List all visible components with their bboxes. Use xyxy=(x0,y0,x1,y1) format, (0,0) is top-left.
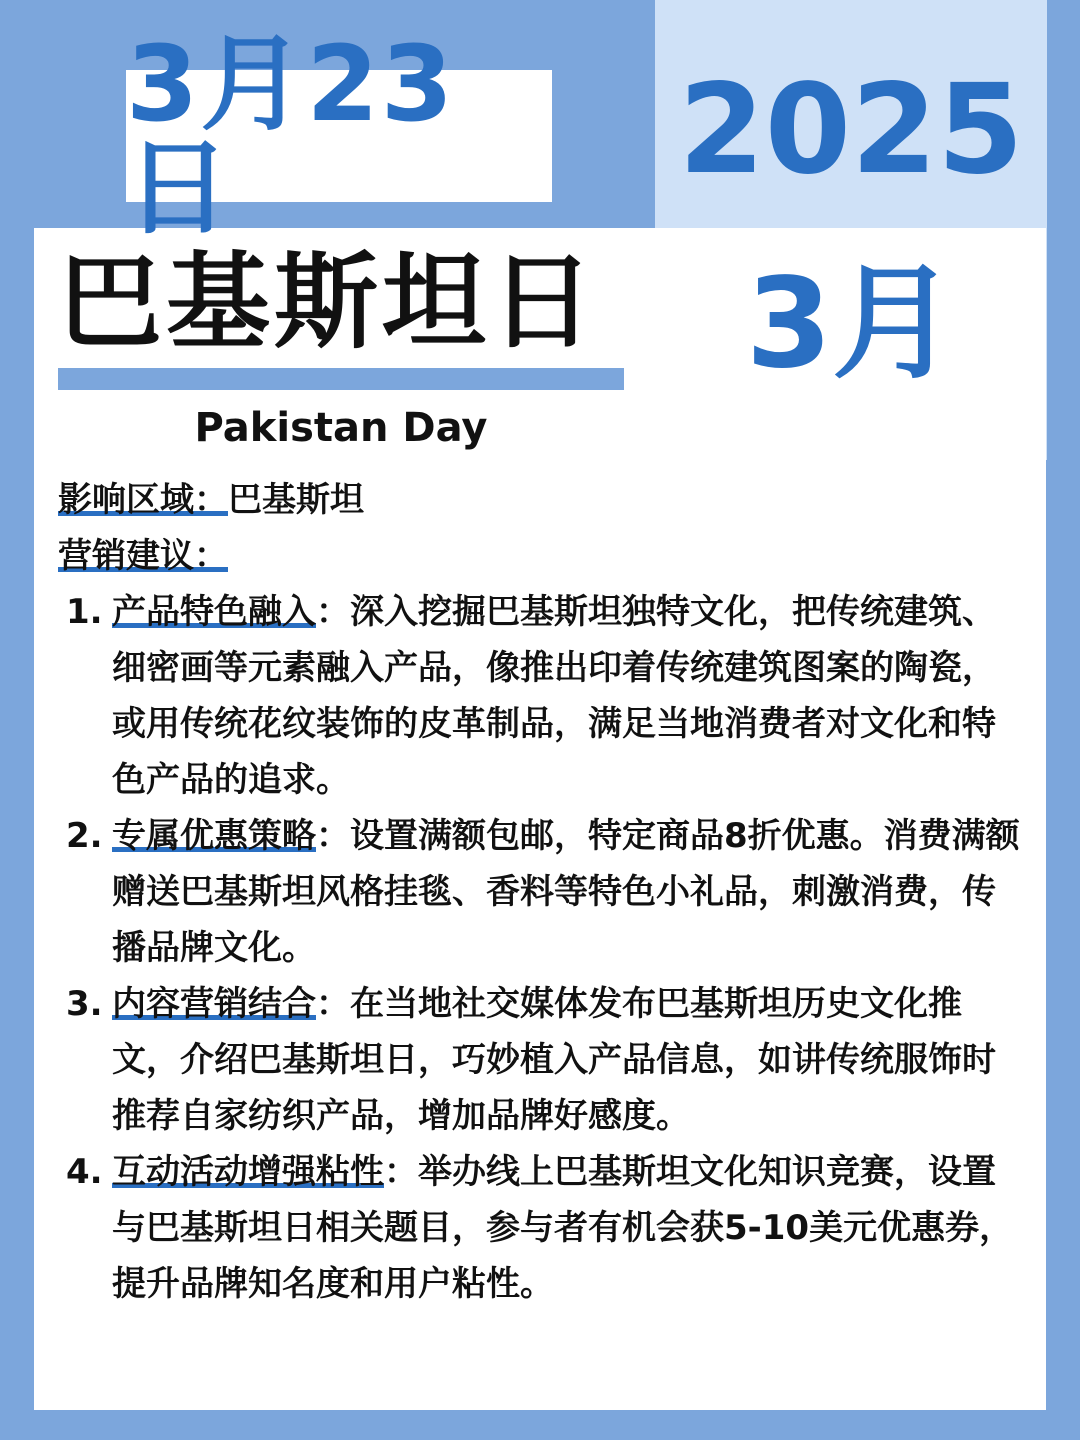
item-text: ：举办线上巴基斯坦文化知识竞赛，设置与巴基斯坦日相关题目，参与者有机会获5-10美元优惠券，提升品牌知名度和用户粘性。 xyxy=(112,1152,1014,1304)
item-heading: 互动活动增强粘性 xyxy=(112,1152,384,1192)
item-heading: 专属优惠策略 xyxy=(112,816,316,856)
region-value: 巴基斯坦 xyxy=(228,480,364,520)
region-label: 影响区域 xyxy=(58,480,194,520)
holiday-date: 3月23日 xyxy=(126,23,456,249)
item-number: 4. xyxy=(66,1152,103,1192)
item-number: 1. xyxy=(66,592,103,632)
item-text: ：深入挖掘巴基斯坦独特文化，把传统建筑、细密画等元素融入产品，像推出印着传统建筑图案的陶瓷，或用传统花纹装饰的皮革制品，满足当地消费者对文化和特色产品的追求。 xyxy=(112,592,996,800)
list-item xyxy=(58,1144,1024,1312)
region-row xyxy=(58,472,1024,528)
page-subtitle: Pakistan Day xyxy=(194,405,488,451)
title-underline xyxy=(58,368,624,390)
suggestion-list xyxy=(58,584,1024,1312)
page-title: 巴基斯坦日 xyxy=(58,241,599,363)
title-block xyxy=(58,240,624,365)
item-number: 3. xyxy=(66,984,103,1024)
suggestions-label: 营销建议 xyxy=(58,536,194,576)
item-number: 2. xyxy=(66,816,103,856)
item-text: ：设置满额包邮，特定商品8折优惠。消费满额赠送巴基斯坦风格挂毯、香料等特色小礼品，刺激消费，传播品牌文化。 xyxy=(112,816,1020,968)
month-label: 3月 xyxy=(745,252,957,396)
region-separator: ： xyxy=(194,480,228,520)
body-content xyxy=(58,472,1024,1312)
suggestions-row xyxy=(58,528,1024,584)
item-heading: 产品特色融入 xyxy=(112,592,316,632)
item-text: ：在当地社交媒体发布巴基斯坦历史文化推文，介绍巴基斯坦日，巧妙植入产品信息，如讲传统服饰时推荐自家纺织产品，增加品牌好感度。 xyxy=(112,984,996,1136)
list-item xyxy=(58,976,1024,1144)
date-box xyxy=(126,23,552,249)
item-heading: 内容营销结合 xyxy=(112,984,316,1024)
list-item xyxy=(58,808,1024,976)
suggestions-separator: ： xyxy=(194,536,228,576)
list-item xyxy=(58,584,1024,808)
year-label: 2025 xyxy=(678,58,1024,202)
